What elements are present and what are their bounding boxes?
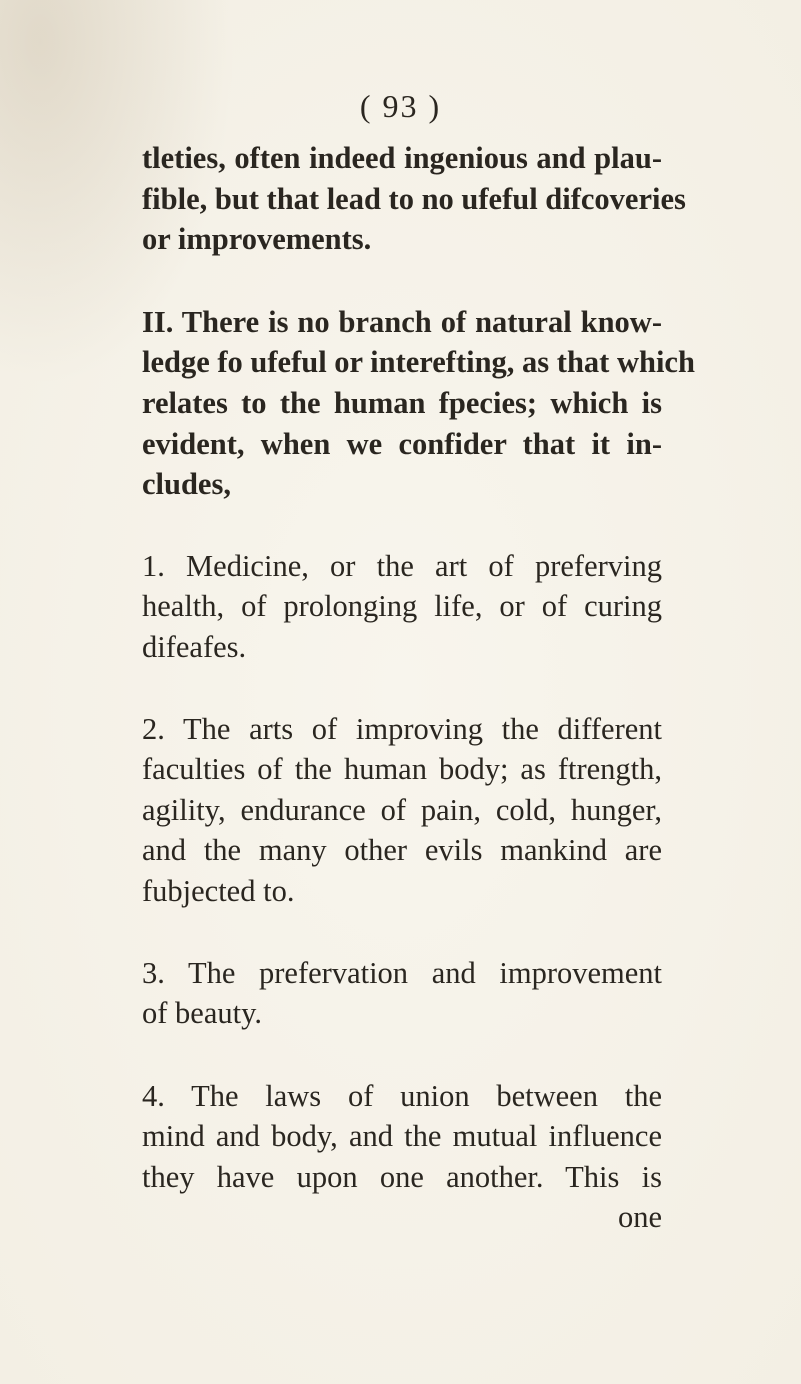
text-line: health, of prolonging life, or of curing — [142, 589, 662, 624]
text-line: 3. The prefervation and improvement — [142, 955, 662, 990]
paragraph-2 — [142, 302, 695, 505]
text-line: cludes, — [142, 467, 231, 502]
text-line: evident, when we confider that it in- — [142, 426, 662, 461]
text-line: agility, endurance of pain, cold, hunger, — [142, 792, 662, 827]
text-line: II. There is no branch of natural know- — [142, 304, 662, 339]
paragraph-1 — [142, 138, 686, 260]
text-line: fubjected to. — [142, 873, 295, 908]
text-line: fible, but that lead to no ufeful difcoveries — [142, 181, 686, 216]
text-line: and the many other evils mankind are — [142, 833, 662, 868]
text-line: they have upon one another. This is — [142, 1159, 662, 1194]
text-line: mind and body, and the mutual influence — [142, 1119, 662, 1154]
text-line: 4. The laws of union between the — [142, 1078, 662, 1113]
paragraph-6 — [142, 1076, 662, 1238]
body-text — [142, 138, 695, 1238]
text-line: tleties, often indeed ingenious and plau- — [142, 141, 662, 175]
page-number: ( 93 ) — [359, 88, 442, 124]
text-line: 2. The arts of improving the different — [142, 711, 662, 746]
text-line: ledge fo ufeful or interefting, as that which — [142, 345, 695, 380]
paragraph-5 — [142, 953, 662, 1034]
paragraph-3 — [142, 546, 662, 668]
paragraph-4 — [142, 709, 662, 912]
text-line: of beauty. — [142, 996, 262, 1031]
text-line: faculties of the human body; as ftrength, — [142, 752, 662, 787]
text-line: 1. Medicine, or the art of preferving — [142, 548, 662, 583]
text-line: or improvements. — [142, 222, 372, 257]
catchword: one — [617, 1200, 662, 1235]
text-line: difeafes. — [142, 629, 247, 664]
text-line: relates to the human fpecies; which is — [142, 385, 662, 420]
